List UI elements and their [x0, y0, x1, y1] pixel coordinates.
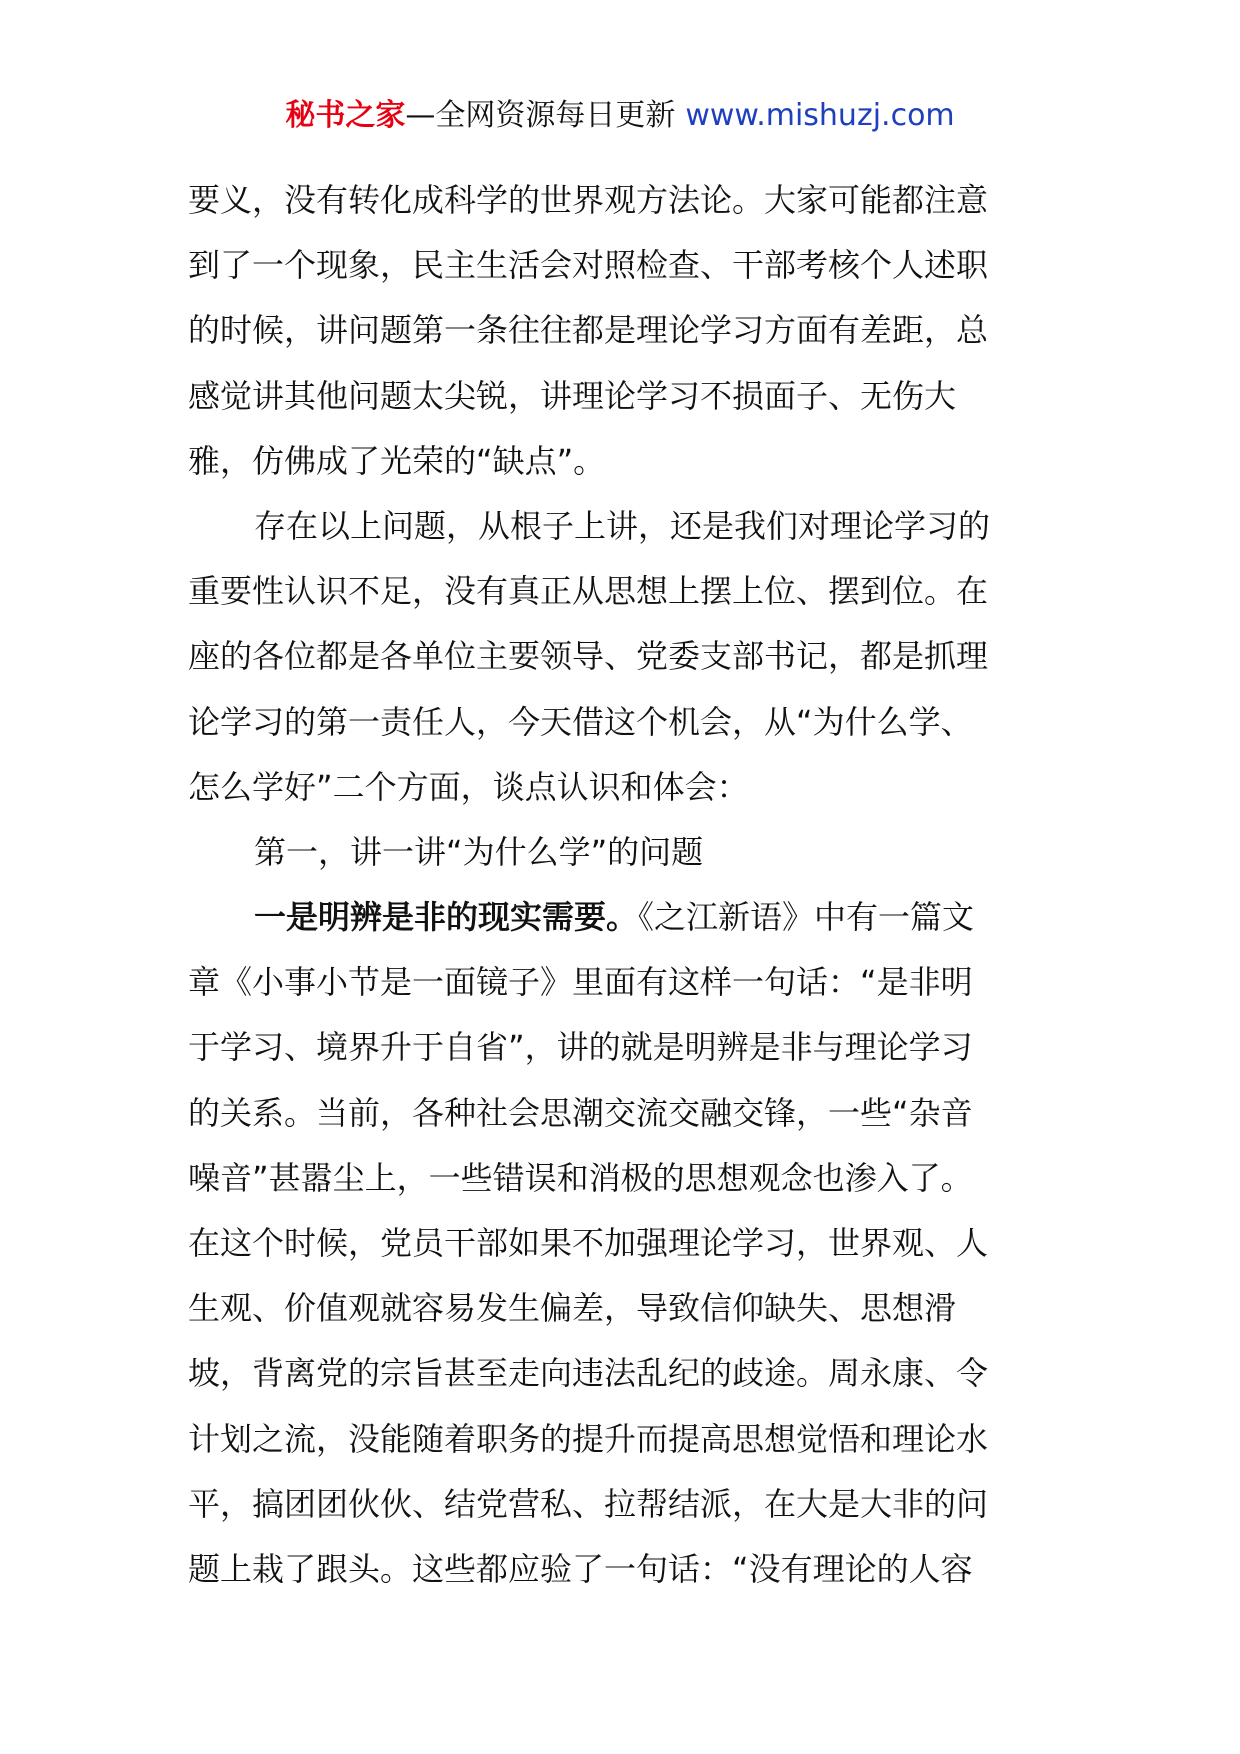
text-line: 章《小事小节是一面镜子》里面有这样一句话：“是非明 [188, 963, 973, 1002]
text-line: 于学习、境界升于自省”，讲的就是明辨是非与理论学习 [188, 1028, 973, 1067]
document-body [188, 168, 1060, 1602]
section-heading: 第一，讲一讲“为什么学”的问题 [254, 832, 704, 871]
paragraph-first-line: 存在以上问题，从根子上讲，还是我们对理论学习的 [254, 506, 991, 545]
text-line: 在这个时候，党员干部如果不加强理论学习，世界观、人 [188, 1224, 989, 1262]
text-line: 噪音”甚嚣尘上，一些错误和消极的思想观念也渗入了。 [188, 1158, 973, 1197]
text-line: 计划之流，没能随着职务的提升而提高思想觉悟和理论水 [188, 1419, 989, 1458]
text-line: 平，搞团团伙伙、结党营私、拉帮结派，在大是大非的问 [188, 1484, 989, 1523]
text-line: 的时候，讲问题第一条往往都是理论学习方面有差距，总 [188, 311, 989, 350]
text-span: 《之江新语》中有一篇文 [638, 898, 975, 937]
point-heading: 一是明辨是非的现实需要。 [254, 898, 639, 937]
text-line: 的关系。当前，各种社会思潮交流交融交锋，一些“杂音 [188, 1093, 973, 1132]
paragraph-first-line [188, 885, 1060, 950]
text-line: 雅，仿佛成了光荣的“缺点”。 [188, 441, 606, 480]
text-line: 怎么学好”二个方面，谈点认识和体会： [188, 767, 749, 806]
text-line: 题上栽了跟头。这些都应验了一句话：“没有理论的人容 [188, 1549, 973, 1588]
text-line: 到了一个现象，民主生活会对照检查、干部考核个人述职 [188, 246, 989, 285]
text-line: 坡，背离党的宗旨甚至走向违法乱纪的歧途。周永康、令 [188, 1354, 989, 1393]
site-url-link[interactable]: www.mishuzj.com [685, 98, 955, 133]
text-line: 论学习的第一责任人，今天借这个机会，从“为什么学、 [188, 702, 973, 741]
site-tagline: —全网资源每日更新 [405, 98, 676, 133]
text-line: 感觉讲其他问题太尖锐，讲理论学习不损面子、无伤大 [188, 376, 957, 415]
text-line: 重要性认识不足，没有真正从思想上摆上位、摆到位。在 [188, 572, 989, 611]
text-line: 座的各位都是各单位主要领导、党委支部书记，都是抓理 [188, 637, 989, 676]
site-header [0, 96, 1240, 136]
site-brand: 秘书之家 [285, 98, 406, 133]
text-line: 要义，没有转化成科学的世界观方法论。大家可能都注意 [188, 181, 989, 219]
text-line: 生观、价值观就容易发生偏差，导致信仰缺失、思想滑 [188, 1289, 957, 1328]
